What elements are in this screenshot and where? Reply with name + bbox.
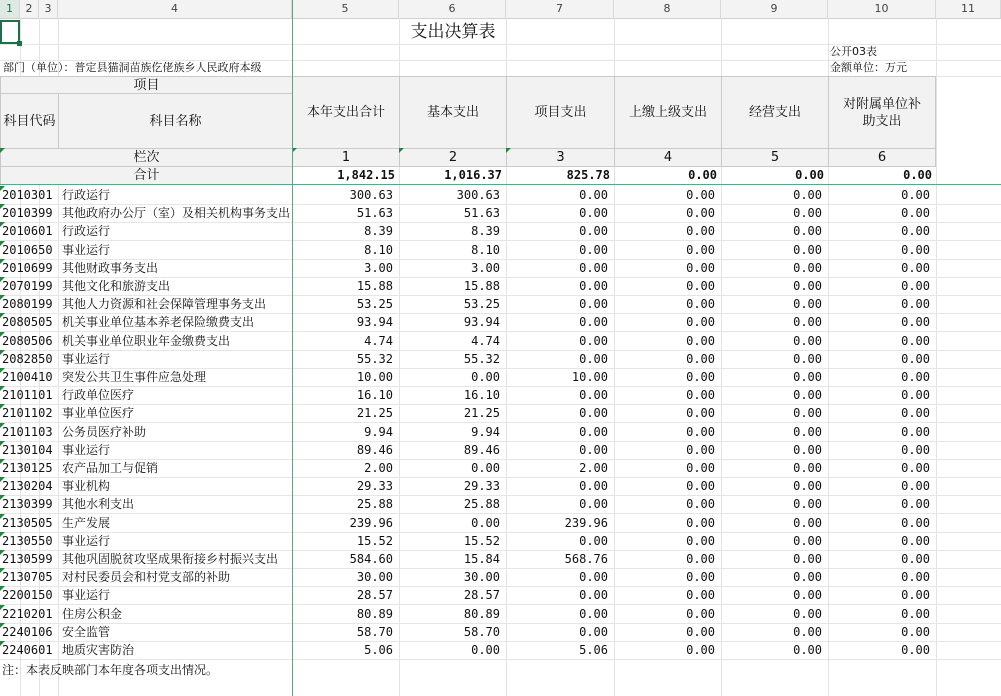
- row-value[interactable]: 0.00: [793, 243, 822, 257]
- row-name[interactable]: 其他人力资源和社会保障管理事务支出: [62, 297, 267, 311]
- row-code[interactable]: 2070199: [2, 279, 53, 293]
- row-name[interactable]: 行政单位医疗: [62, 388, 135, 402]
- row-value[interactable]: 0.00: [579, 297, 608, 311]
- row-value[interactable]: 0.00: [901, 479, 930, 493]
- row-name[interactable]: 事业单位医疗: [62, 406, 135, 420]
- row-value[interactable]: 0.00: [579, 534, 608, 548]
- row-value[interactable]: 0.00: [686, 297, 715, 311]
- row-value[interactable]: 0.00: [579, 625, 608, 639]
- column-header-h[interactable]: 8: [614, 0, 721, 18]
- row-value[interactable]: 0.00: [471, 516, 500, 530]
- row-code[interactable]: 2200150: [2, 588, 53, 602]
- row-value[interactable]: 0.00: [793, 607, 822, 621]
- row-value[interactable]: 0.00: [579, 279, 608, 293]
- row-value[interactable]: 0.00: [579, 315, 608, 329]
- row-value[interactable]: 0.00: [686, 188, 715, 202]
- row-code[interactable]: 2130705: [2, 570, 53, 584]
- header-project-expense: 项目支出: [506, 76, 615, 149]
- header-name: 科目名称: [58, 93, 293, 149]
- row-name[interactable]: 住房公积金: [62, 607, 123, 621]
- column-header-g[interactable]: 7: [506, 0, 614, 18]
- row-value[interactable]: 0.00: [686, 243, 715, 257]
- row-code[interactable]: 2130204: [2, 479, 53, 493]
- row-value[interactable]: 0.00: [579, 188, 608, 202]
- row-name[interactable]: 生产发展: [62, 516, 111, 530]
- header-total-expense: 本年支出合计: [292, 76, 400, 149]
- column-index-1: 1: [292, 148, 400, 167]
- row-value[interactable]: 0.00: [793, 443, 822, 457]
- footnote: 注：本表反映部门本年度各项支出情况。: [2, 663, 219, 677]
- row-value[interactable]: 0.00: [793, 388, 822, 402]
- row-value[interactable]: 0.00: [686, 388, 715, 402]
- row-value[interactable]: 0.00: [793, 334, 822, 348]
- row-value[interactable]: 25.88: [356, 497, 393, 511]
- row-value[interactable]: 0.00: [793, 352, 822, 366]
- row-code[interactable]: 2210201: [2, 607, 53, 621]
- column-header-c[interactable]: 3: [39, 0, 58, 18]
- row-code[interactable]: 2010399: [2, 206, 53, 220]
- column-header-f[interactable]: 6: [399, 0, 506, 18]
- row-value[interactable]: 0.00: [793, 516, 822, 530]
- row-value[interactable]: 51.63: [463, 206, 500, 220]
- row-value[interactable]: 0.00: [579, 479, 608, 493]
- row-name[interactable]: 农产品加工与促销: [62, 461, 159, 475]
- row-value[interactable]: 21.25: [356, 406, 393, 420]
- row-value[interactable]: 15.52: [463, 534, 500, 548]
- row-value[interactable]: 5.06: [579, 643, 608, 657]
- row-value[interactable]: 0.00: [901, 388, 930, 402]
- row-value[interactable]: 0.00: [901, 406, 930, 420]
- freeze-line-vertical: [292, 0, 293, 696]
- row-value[interactable]: 10.00: [571, 370, 608, 384]
- row-value[interactable]: 0.00: [793, 625, 822, 639]
- row-value[interactable]: 0.00: [901, 334, 930, 348]
- row-value[interactable]: 0.00: [793, 315, 822, 329]
- row-code[interactable]: 2130125: [2, 461, 53, 475]
- row-value[interactable]: 25.88: [463, 497, 500, 511]
- row-value[interactable]: 0.00: [901, 188, 930, 202]
- row-value[interactable]: 0.00: [901, 297, 930, 311]
- row-value[interactable]: 0.00: [686, 643, 715, 657]
- row-value[interactable]: 239.96: [349, 516, 393, 530]
- row-value[interactable]: 300.63: [349, 188, 393, 202]
- row-value[interactable]: 0.00: [579, 425, 608, 439]
- header-operating-expense: 经营支出: [721, 76, 829, 149]
- row-name[interactable]: 事业运行: [62, 243, 111, 257]
- table-code-label: 公开03表: [830, 45, 877, 58]
- row-value[interactable]: 0.00: [793, 643, 822, 657]
- row-name[interactable]: 事业运行: [62, 352, 111, 366]
- total-value[interactable]: 1,842.15: [337, 168, 395, 182]
- row-name[interactable]: 事业运行: [62, 443, 111, 457]
- row-value[interactable]: 0.00: [793, 206, 822, 220]
- row-value[interactable]: 15.52: [356, 534, 393, 548]
- row-value[interactable]: 51.63: [356, 206, 393, 220]
- row-value[interactable]: 0.00: [901, 516, 930, 530]
- row-value[interactable]: 0.00: [686, 352, 715, 366]
- row-value[interactable]: 0.00: [901, 443, 930, 457]
- row-value[interactable]: 0.00: [471, 461, 500, 475]
- total-value[interactable]: 825.78: [566, 168, 610, 182]
- row-value[interactable]: 0.00: [901, 224, 930, 238]
- row-name[interactable]: 地质灾害防治: [62, 643, 135, 657]
- row-value[interactable]: 55.32: [356, 352, 393, 366]
- column-header-b[interactable]: 2: [20, 0, 39, 18]
- row-value[interactable]: 0.00: [686, 224, 715, 238]
- row-name[interactable]: 突发公共卫生事件应急处理: [62, 370, 207, 384]
- row-value[interactable]: 0.00: [793, 370, 822, 384]
- row-value[interactable]: 0.00: [686, 461, 715, 475]
- row-value[interactable]: 4.74: [364, 334, 393, 348]
- page-title: 支出决算表: [410, 22, 496, 42]
- header-group-project: 项目: [0, 76, 293, 94]
- row-value[interactable]: 300.63: [456, 188, 500, 202]
- row-code[interactable]: 2240601: [2, 643, 53, 657]
- row-value[interactable]: 53.25: [463, 297, 500, 311]
- row-value[interactable]: 584.60: [349, 552, 393, 566]
- row-value[interactable]: 2.00: [579, 461, 608, 475]
- row-name[interactable]: 事业运行: [62, 588, 111, 602]
- row-value[interactable]: 3.00: [364, 261, 393, 275]
- row-value[interactable]: 0.00: [579, 406, 608, 420]
- row-value[interactable]: 0.00: [793, 588, 822, 602]
- row-code[interactable]: 2082850: [2, 352, 53, 366]
- row-name[interactable]: 安全监管: [62, 625, 111, 639]
- row-value[interactable]: 0.00: [793, 297, 822, 311]
- row-code[interactable]: 2010301: [2, 188, 53, 202]
- row-value[interactable]: 8.39: [471, 224, 500, 238]
- row-value[interactable]: 0.00: [901, 625, 930, 639]
- row-value[interactable]: 5.06: [364, 643, 393, 657]
- row-value[interactable]: 0.00: [579, 607, 608, 621]
- row-value[interactable]: 0.00: [793, 552, 822, 566]
- row-name[interactable]: 机关事业单位基本养老保险缴费支出: [62, 315, 255, 329]
- row-value[interactable]: 0.00: [579, 388, 608, 402]
- column-header-j[interactable]: 10: [828, 0, 936, 18]
- row-value[interactable]: 15.88: [356, 279, 393, 293]
- row-code[interactable]: 2010699: [2, 261, 53, 275]
- row-value[interactable]: 0.00: [901, 497, 930, 511]
- total-value[interactable]: 1,016.37: [444, 168, 502, 182]
- row-value[interactable]: 80.89: [356, 607, 393, 621]
- row-name[interactable]: 其他水利支出: [62, 497, 135, 511]
- row-code[interactable]: 2240106: [2, 625, 53, 639]
- row-value[interactable]: 8.39: [364, 224, 393, 238]
- row-value[interactable]: 0.00: [686, 443, 715, 457]
- row-value[interactable]: 0.00: [686, 206, 715, 220]
- row-value[interactable]: 0.00: [686, 261, 715, 275]
- row-value[interactable]: 93.94: [463, 315, 500, 329]
- row-value[interactable]: 0.00: [901, 588, 930, 602]
- row-name[interactable]: 其他文化和旅游支出: [62, 279, 171, 293]
- column-header-i[interactable]: 9: [721, 0, 828, 18]
- row-value[interactable]: 0.00: [793, 461, 822, 475]
- row-code[interactable]: 2130599: [2, 552, 53, 566]
- column-index-6: 6: [828, 148, 936, 167]
- row-value[interactable]: 2.00: [364, 461, 393, 475]
- row-value[interactable]: 8.10: [364, 243, 393, 257]
- row-name[interactable]: 行政运行: [62, 224, 111, 238]
- row-value[interactable]: 0.00: [471, 643, 500, 657]
- row-value[interactable]: 0.00: [579, 570, 608, 584]
- row-value[interactable]: 0.00: [901, 607, 930, 621]
- row-name[interactable]: 其他巩固脱贫攻坚成果衔接乡村振兴支出: [62, 552, 279, 566]
- row-value[interactable]: 0.00: [686, 479, 715, 493]
- row-value[interactable]: 0.00: [579, 206, 608, 220]
- row-value[interactable]: 0.00: [686, 552, 715, 566]
- row-code[interactable]: 2130104: [2, 443, 53, 457]
- header-basic-expense: 基本支出: [399, 76, 507, 149]
- row-value[interactable]: 0.00: [579, 334, 608, 348]
- unit-label: 金额单位：万元: [830, 61, 907, 74]
- row-value[interactable]: 0.00: [901, 315, 930, 329]
- row-code[interactable]: 2080505: [2, 315, 53, 329]
- row-value[interactable]: 0.00: [901, 570, 930, 584]
- row-value[interactable]: 0.00: [579, 352, 608, 366]
- row-value[interactable]: 0.00: [901, 534, 930, 548]
- row-value[interactable]: 568.76: [564, 552, 608, 566]
- row-value[interactable]: 0.00: [686, 279, 715, 293]
- row-name[interactable]: 行政运行: [62, 188, 111, 202]
- department-label: 部门（单位）：普定县猫洞苗族仡佬族乡人民政府本级: [3, 61, 262, 74]
- row-value[interactable]: 0.00: [686, 534, 715, 548]
- row-value[interactable]: 0.00: [901, 352, 930, 366]
- row-value[interactable]: 0.00: [793, 224, 822, 238]
- row-value[interactable]: 0.00: [793, 570, 822, 584]
- row-value[interactable]: 0.00: [579, 261, 608, 275]
- row-value[interactable]: 0.00: [579, 443, 608, 457]
- fill-handle[interactable]: [17, 41, 22, 46]
- row-value[interactable]: 21.25: [463, 406, 500, 420]
- row-value[interactable]: 30.00: [356, 570, 393, 584]
- column-index-4: 4: [614, 148, 722, 167]
- row-value[interactable]: 8.10: [471, 243, 500, 257]
- total-value[interactable]: 0.00: [688, 168, 717, 182]
- row-value[interactable]: 0.00: [793, 497, 822, 511]
- row-value[interactable]: 0.00: [686, 370, 715, 384]
- row-value[interactable]: 0.00: [579, 497, 608, 511]
- total-label: 合计: [0, 166, 293, 185]
- row-value[interactable]: 28.57: [356, 588, 393, 602]
- row-value[interactable]: 0.00: [686, 588, 715, 602]
- row-value[interactable]: 0.00: [686, 315, 715, 329]
- row-value[interactable]: 29.33: [356, 479, 393, 493]
- row-value[interactable]: 0.00: [686, 425, 715, 439]
- row-code[interactable]: 2130505: [2, 516, 53, 530]
- row-value[interactable]: 3.00: [471, 261, 500, 275]
- header-upper-payment: 上缴上级支出: [614, 76, 722, 149]
- row-value[interactable]: 0.00: [686, 334, 715, 348]
- row-value[interactable]: 0.00: [686, 607, 715, 621]
- row-code[interactable]: 2130550: [2, 534, 53, 548]
- row-code[interactable]: 2080506: [2, 334, 53, 348]
- row-name[interactable]: 对村民委员会和村党支部的补助: [62, 570, 231, 584]
- row-value[interactable]: 15.88: [463, 279, 500, 293]
- row-value[interactable]: 28.57: [463, 588, 500, 602]
- row-value[interactable]: 58.70: [463, 625, 500, 639]
- row-value[interactable]: 16.10: [463, 388, 500, 402]
- row-value[interactable]: 0.00: [901, 206, 930, 220]
- header-code: 科目代码: [0, 93, 59, 149]
- row-code[interactable]: 2010601: [2, 224, 53, 238]
- column-index-2: 2: [399, 148, 507, 167]
- row-name[interactable]: 事业运行: [62, 534, 111, 548]
- row-value[interactable]: 0.00: [901, 243, 930, 257]
- row-value[interactable]: 16.10: [356, 388, 393, 402]
- row-name[interactable]: 其他财政事务支出: [62, 261, 159, 275]
- row-value[interactable]: 239.96: [564, 516, 608, 530]
- column-header-a[interactable]: 1: [0, 0, 20, 18]
- row-value[interactable]: 15.84: [463, 552, 500, 566]
- row-value[interactable]: 29.33: [463, 479, 500, 493]
- row-code[interactable]: 2080199: [2, 297, 53, 311]
- row-value[interactable]: 53.25: [356, 297, 393, 311]
- row-value[interactable]: 0.00: [793, 479, 822, 493]
- row-value[interactable]: 30.00: [463, 570, 500, 584]
- row-value[interactable]: 80.89: [463, 607, 500, 621]
- row-value[interactable]: 0.00: [901, 643, 930, 657]
- total-value[interactable]: 0.00: [795, 168, 824, 182]
- row-name[interactable]: 其他政府办公厅（室）及相关机构事务支出: [62, 206, 291, 220]
- row-value[interactable]: 89.46: [356, 443, 393, 457]
- row-value[interactable]: 0.00: [471, 370, 500, 384]
- row-value[interactable]: 0.00: [793, 188, 822, 202]
- column-header-bar: [0, 0, 1001, 19]
- column-header-d[interactable]: 4: [58, 0, 292, 18]
- row-value[interactable]: 0.00: [686, 570, 715, 584]
- row-value[interactable]: 58.70: [356, 625, 393, 639]
- row-value[interactable]: 0.00: [686, 497, 715, 511]
- row-value[interactable]: 9.94: [471, 425, 500, 439]
- row-value[interactable]: 0.00: [793, 425, 822, 439]
- row-value[interactable]: 0.00: [901, 461, 930, 475]
- row-code[interactable]: 2101101: [2, 388, 53, 402]
- column-index-3: 3: [506, 148, 615, 167]
- row-value[interactable]: 0.00: [793, 406, 822, 420]
- row-value[interactable]: 0.00: [901, 425, 930, 439]
- row-code[interactable]: 2010650: [2, 243, 53, 257]
- row-value[interactable]: 0.00: [901, 261, 930, 275]
- column-header-k[interactable]: 11: [936, 0, 1001, 18]
- column-index-label: 栏次: [0, 148, 293, 167]
- row-value[interactable]: 10.00: [356, 370, 393, 384]
- row-value[interactable]: 0.00: [793, 279, 822, 293]
- row-code[interactable]: 2100410: [2, 370, 53, 384]
- row-value[interactable]: 0.00: [901, 370, 930, 384]
- total-value[interactable]: 0.00: [903, 168, 932, 182]
- row-value[interactable]: 0.00: [686, 406, 715, 420]
- row-value[interactable]: 0.00: [793, 261, 822, 275]
- row-value[interactable]: 9.94: [364, 425, 393, 439]
- row-code[interactable]: 2101103: [2, 425, 53, 439]
- row-code[interactable]: 2101102: [2, 406, 53, 420]
- column-header-e[interactable]: 5: [292, 0, 399, 18]
- row-name[interactable]: 公务员医疗补助: [62, 425, 147, 439]
- row-value[interactable]: 0.00: [793, 534, 822, 548]
- row-name[interactable]: 机关事业单位职业年金缴费支出: [62, 334, 231, 348]
- row-value[interactable]: 93.94: [356, 315, 393, 329]
- column-index-5: 5: [721, 148, 829, 167]
- row-value[interactable]: 89.46: [463, 443, 500, 457]
- freeze-line-horizontal: [0, 184, 1001, 185]
- row-value[interactable]: 0.00: [686, 625, 715, 639]
- row-value[interactable]: 4.74: [471, 334, 500, 348]
- row-code[interactable]: 2130399: [2, 497, 53, 511]
- row-value[interactable]: 0.00: [901, 552, 930, 566]
- row-value[interactable]: 0.00: [579, 588, 608, 602]
- row-value[interactable]: 0.00: [579, 224, 608, 238]
- row-value[interactable]: 55.32: [463, 352, 500, 366]
- row-name[interactable]: 事业机构: [62, 479, 111, 493]
- row-value[interactable]: 0.00: [579, 243, 608, 257]
- row-value[interactable]: 0.00: [686, 516, 715, 530]
- row-value[interactable]: 0.00: [901, 279, 930, 293]
- header-subsidiary-subsidy: 对附属单位补助支出: [828, 76, 936, 149]
